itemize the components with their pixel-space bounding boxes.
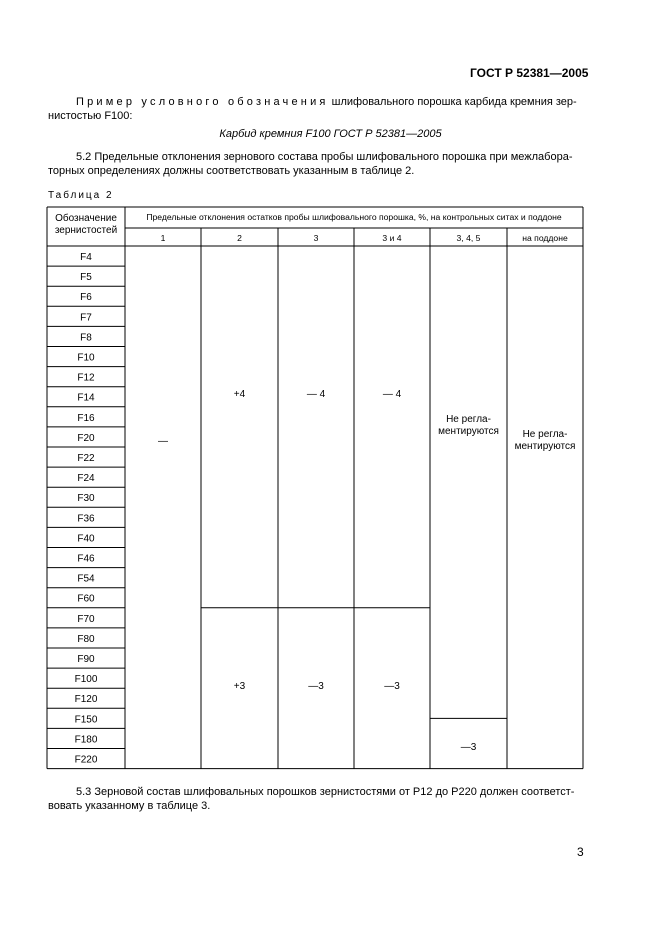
- grit-cell: F100: [74, 674, 98, 686]
- grit-cell: F20: [77, 432, 95, 444]
- subheader-1: 1: [160, 233, 166, 243]
- grit-header-line2: зернистостей: [54, 225, 118, 236]
- grit-cell: F30: [77, 493, 95, 505]
- example-text-line2: нистостью F100:: [48, 110, 133, 122]
- grit-cell: F120: [74, 694, 98, 706]
- col3-value-b: —3: [308, 681, 324, 693]
- grit-cell: F4: [80, 252, 92, 263]
- subheader-6: на поддоне: [522, 233, 568, 243]
- col6-text-line1: Не регла-: [522, 429, 568, 440]
- grit-cell: F220: [74, 754, 98, 766]
- grit-cell: F90: [77, 654, 95, 665]
- col1-value: —: [158, 436, 168, 447]
- grit-cell: F10: [77, 352, 95, 364]
- grit-cell: F14: [77, 392, 95, 404]
- paragraph-5-3: [48, 785, 592, 813]
- grit-cell: F6: [80, 292, 92, 304]
- paragraph-5-2-line2: торных определениях должны соответствовать указанным в таблице 2.: [48, 165, 415, 177]
- grit-cell: F54: [77, 573, 95, 585]
- grit-cell: F60: [77, 593, 95, 605]
- grit-cell: F46: [77, 553, 95, 565]
- col3-value-a: — 4: [306, 388, 326, 400]
- col4-value-a: — 4: [382, 388, 402, 400]
- col4-value-b: —3: [384, 681, 400, 693]
- col2-value-b: +3: [233, 681, 246, 693]
- grit-cell: F40: [77, 533, 95, 545]
- example-designation: Карбид кремния F100 ГОСТ Р 52381—2005: [219, 128, 442, 140]
- page-number: 3: [577, 845, 584, 859]
- grit-cell: F8: [80, 332, 92, 344]
- subheader-5: 3, 4, 5: [456, 233, 481, 243]
- example-text: шлифовального порошка карбида кремния зер-: [328, 96, 577, 108]
- paragraph-5-3-line1: 5.3 Зерновой состав шлифовальных порошков зернистостями от Р12 до Р220 должен соответст-: [76, 786, 575, 798]
- grit-cell: F7: [80, 312, 92, 324]
- grit-cell: F22: [77, 453, 95, 464]
- table-caption: Таблица 2: [48, 190, 114, 201]
- grit-cell: F80: [77, 633, 95, 645]
- paragraph-5-2-line1: 5.2 Предельные отклонения зернового состава пробы шлифовального порошка при межлабора-: [76, 151, 573, 163]
- col5-text-line2: ментируются: [438, 426, 499, 437]
- paragraph-5-3-line2: вовать указанному в таблице 3.: [48, 800, 211, 812]
- grit-cell: F24: [77, 473, 95, 485]
- grit-cell: F70: [77, 613, 95, 625]
- col5-value-fine: —3: [460, 742, 477, 753]
- subheader-4: 3 и 4: [382, 233, 402, 243]
- grit-cell: F180: [74, 734, 98, 746]
- grit-cell: F12: [77, 372, 95, 384]
- col6-text-line2: ментируются: [514, 441, 576, 452]
- col5-text-line1: Не регла-: [446, 414, 491, 425]
- group-header: Предельные отклонения остатков пробы шлифовального порошка, %, на контрольных ситах и поддоне: [146, 212, 562, 222]
- grit-header-line1: Обозначение: [55, 213, 117, 224]
- document-id: ГОСТ Р 52381—2005: [470, 66, 589, 80]
- col2-value-a: +4: [233, 388, 246, 400]
- grit-cell: F36: [77, 513, 95, 525]
- subheader-2: 2: [237, 233, 242, 243]
- subheader-3: 3: [313, 233, 319, 243]
- grit-cell: F150: [74, 714, 98, 726]
- grit-cell: F16: [77, 412, 95, 424]
- grit-cell: F5: [80, 272, 92, 284]
- example-lead: Пример условного обозначения: [76, 96, 329, 108]
